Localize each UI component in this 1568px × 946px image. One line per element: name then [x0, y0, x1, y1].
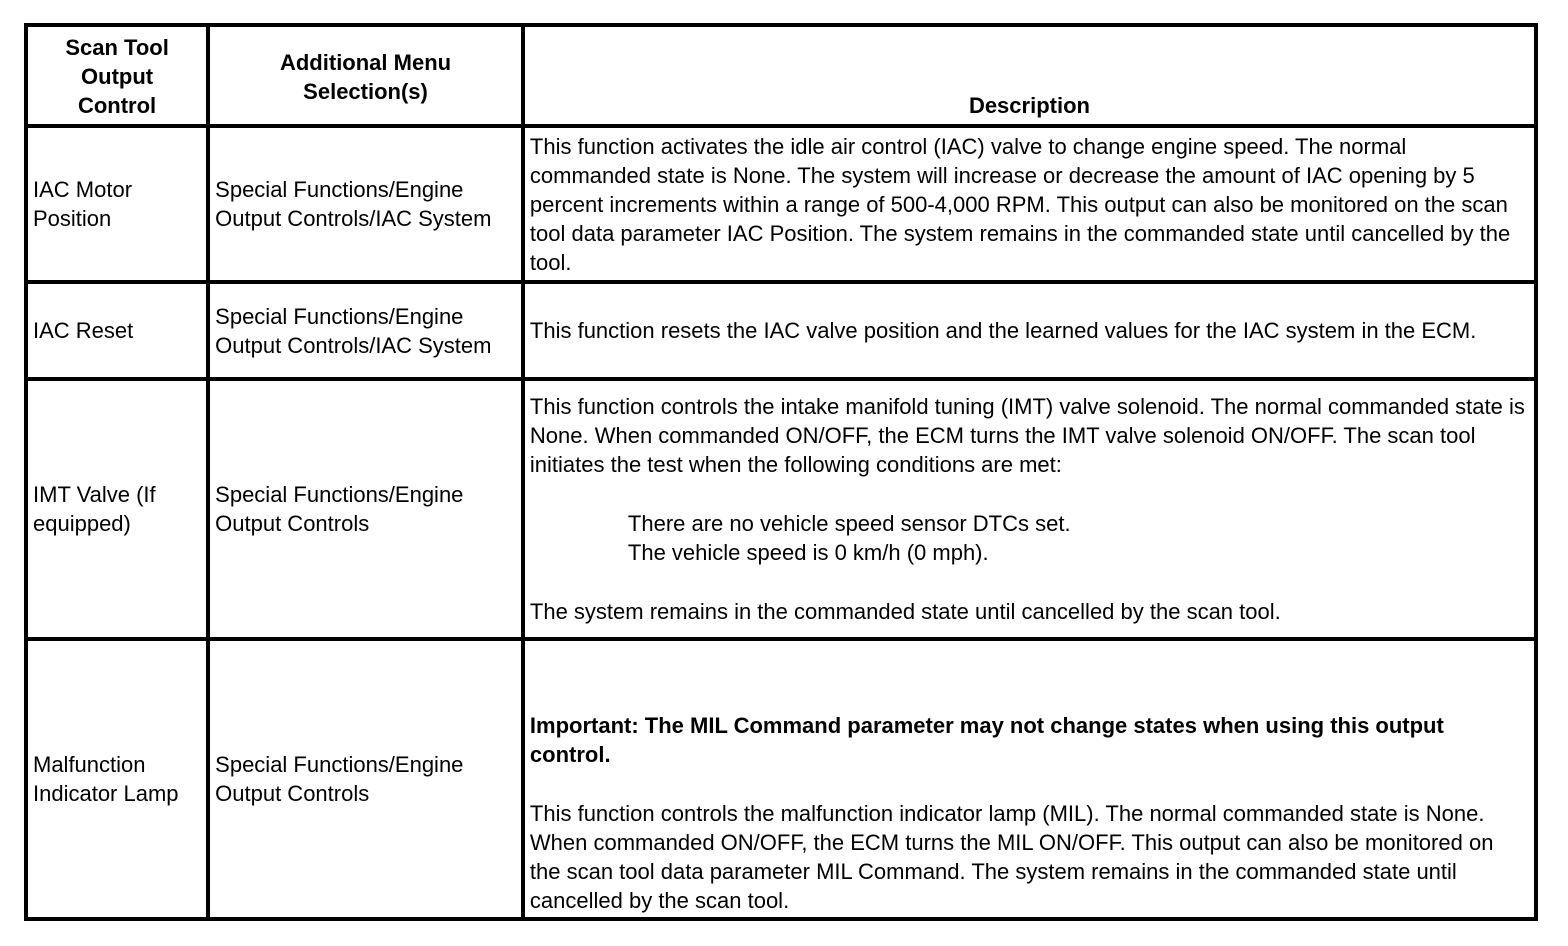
cell-control: IMT Valve (If equipped): [26, 379, 208, 639]
description-outro: The system remains in the commanded state until cancelled by the scan tool.: [529, 599, 1281, 624]
description-text: This function controls the malfunction indicator lamp (MIL). The normal commanded state is None. When commanded ON/OFF, the ECM turns the MIL ON/OFF. This output can also be monitored on the scan tool data parameter MIL Command. The system remains in the commanded state until cancelled by the scan tool.: [529, 801, 1494, 913]
cell-description: [523, 379, 1536, 639]
table-row: [26, 126, 1536, 282]
header-description: Description: [523, 25, 1536, 126]
cell-control: Malfunction Indicator Lamp: [26, 639, 208, 919]
header-scan-tool-output-control: [26, 25, 208, 126]
header-additional-menu-selections: [208, 25, 523, 126]
cell-description: This function resets the IAC valve position and the learned values for the IAC system in the ECM.: [523, 282, 1536, 379]
description-intro: This function controls the intake manifold tuning (IMT) valve solenoid. The normal commanded state is None. When commanded ON/OFF, the ECM turns the IMT valve solenoid ON/OFF. The scan tool initiates the test when the following conditions are met:: [529, 394, 1525, 477]
cell-menu: Special Functions/Engine Output Controls: [208, 379, 523, 639]
output-controls-table: [24, 23, 1538, 921]
table-row: [26, 282, 1536, 379]
cell-description: [523, 639, 1536, 919]
header-line: Selection(s): [303, 78, 428, 104]
cell-description: This function activates the idle air control (IAC) valve to change engine speed. The normal commanded state is None. The system will increase or decrease the amount of IAC opening by 5 percent increments within a range of 500-4,000 RPM. This output can also be monitored on the scan tool data parameter IAC Position. The system remains in the commanded state until cancelled by the tool.: [523, 126, 1536, 282]
table-row: [26, 639, 1536, 919]
cell-control: IAC Reset: [26, 282, 208, 379]
cell-menu: Special Functions/Engine Output Controls/IAC System: [208, 282, 523, 379]
cell-menu: Special Functions/Engine Output Controls/IAC System: [208, 126, 523, 282]
cell-menu: Special Functions/Engine Output Controls: [208, 639, 523, 919]
important-note: Important: The MIL Command parameter may not change states when using this output control.: [529, 713, 1444, 767]
table-row: [26, 379, 1536, 639]
conditions-list: [530, 509, 1529, 567]
condition-item: The vehicle speed is 0 km/h (0 mph).: [627, 540, 989, 565]
header-line: Additional Menu: [279, 49, 452, 75]
header-line: Output: [81, 64, 154, 89]
cell-control: IAC Motor Position: [26, 126, 208, 282]
header-line: Control: [77, 93, 157, 118]
condition-item: There are no vehicle speed sensor DTCs set.: [627, 511, 1071, 536]
table-header-row: [26, 25, 1536, 126]
header-line: Scan Tool: [65, 35, 169, 60]
